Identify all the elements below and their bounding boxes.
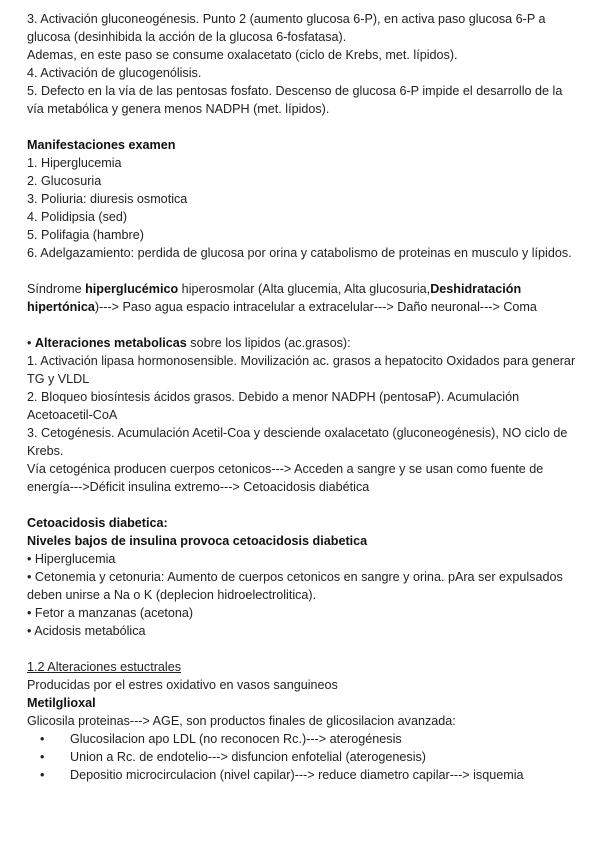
cetoacidosis-heading: Cetoacidosis diabetica:	[27, 516, 168, 530]
bullet-glyph: •	[40, 732, 45, 746]
estructurales-intro: Producidas por el estres oxidativo en vasos sanguineos	[27, 678, 338, 692]
manifestaciones-item: 5. Polifagia (hambre)	[27, 228, 144, 242]
list-item	[27, 766, 578, 784]
manifestaciones-item: 3. Poliuria: diuresis osmotica	[27, 192, 188, 206]
estructurales-desc: Glicosila proteinas---> AGE, son productos finales de glicosilacion avanzada:	[27, 714, 456, 728]
list-item-text: Depositio microcirculacion (nivel capilar)---> reduce diametro capilar---> isquemia	[70, 768, 524, 782]
sindrome-paragraph	[27, 280, 578, 316]
manifestaciones-item: 1. Hiperglucemia	[27, 156, 122, 170]
block1-item3: 3. Activación gluconeogénesis. Punto 2 (aumento glucosa 6-P), en activa paso glucosa 6-P a glucosa (desinhibida la acción de la glucosa 6-fosfatasa).	[27, 12, 546, 44]
lipidos-heading	[27, 334, 578, 352]
lipidos-line: Vía cetogénica producen cuerpos cetonicos---> Acceden a sangre y se usan como fuente de energía--->Déficit insulina extremo---> Cetoacidosis diabética	[27, 462, 544, 494]
sindrome-pre: Síndrome	[27, 282, 86, 296]
cetoacidosis-item: • Hiperglucemia	[27, 552, 116, 566]
estructurales-heading: 1.2 Alteraciones estuctrales	[27, 660, 182, 674]
sindrome-bold-deshidratacion: Deshidratación hipertónica	[27, 282, 522, 314]
list-item	[27, 730, 578, 748]
block1-item5: 5. Defecto en la vía de las pentosas fosfato. Descenso de glucosa 6-P impide el desarrollo de la vía metabólica y genera menos NADPH (met. lípidos).	[27, 84, 563, 116]
cetoacidosis-subheading: Niveles bajos de insulina provoca cetoacidosis diabetica	[27, 534, 368, 548]
bullet-glyph: •	[27, 336, 35, 350]
lipidos-line: 1. Activación lipasa hormonosensible. Movilización ac. grasos a hepatocito Oxidados para generar TG y VLDL	[27, 354, 576, 386]
manifestaciones-item: 2. Glucosuria	[27, 174, 102, 188]
list-item-text: Union a Rc. de endotelio---> disfuncion enfotelial (aterogenesis)	[70, 750, 426, 764]
block1-note: Ademas, en este paso se consume oxalacetato (ciclo de Krebs, met. lípidos).	[27, 48, 458, 62]
sindrome-mid: hiperosmolar (Alta glucemia, Alta glucosuria,	[178, 282, 431, 296]
cetoacidosis-item: • Fetor a manzanas (acetona)	[27, 606, 194, 620]
sindrome-post: )---> Paso agua espacio intracelular a extracelular---> Daño neuronal---> Coma	[94, 300, 537, 314]
lipidos-line: 3. Cetogénesis. Acumulación Acetil-Coa y desciende oxalacetato (gluconeogénesis), NO ciclo de Krebs.	[27, 426, 568, 458]
list-item-text: Glucosilacion apo LDL (no reconocen Rc.)---> aterogénesis	[70, 732, 402, 746]
cetoacidosis-item: • Acidosis metabólica	[27, 624, 146, 638]
cetoacidosis-item: • Cetonemia y cetonuria: Aumento de cuerpos cetonicos en sangre y orina. pAra ser expulsados deben unirse a Na o K (deplecion hidroelectrolitica).	[27, 570, 563, 602]
manifestaciones-heading: Manifestaciones examen	[27, 138, 176, 152]
lipidos-heading-rest: sobre los lipidos (ac.grasos):	[186, 336, 351, 350]
manifestaciones-item: 6. Adelgazamiento: perdida de glucosa por orina y catabolismo de proteinas en musculo y lípidos.	[27, 246, 572, 260]
metilglioxal-heading: Metilglioxal	[27, 696, 96, 710]
lipidos-heading-bold: Alteraciones metabolicas	[34, 336, 187, 350]
age-effects-list	[27, 730, 578, 784]
bullet-glyph: •	[40, 768, 45, 782]
block1-item4: 4. Activación de glucogenólisis.	[27, 66, 202, 80]
sindrome-bold-hiperglucemico: hiperglucémico	[85, 282, 179, 296]
list-item	[27, 748, 578, 766]
manifestaciones-item: 4. Polidipsia (sed)	[27, 210, 128, 224]
bullet-glyph: •	[40, 750, 45, 764]
lipidos-line: 2. Bloqueo biosíntesis ácidos grasos. Debido a menor NADPH (pentosaP). Acumulación Acetoacetil-CoA	[27, 390, 520, 422]
